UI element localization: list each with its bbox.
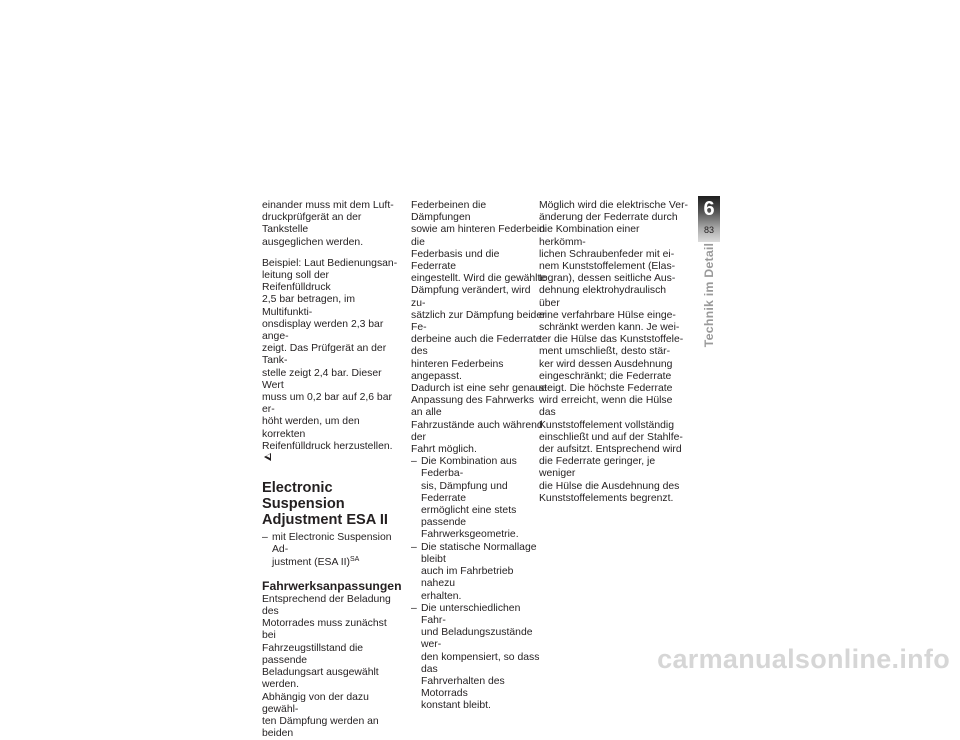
list-item: – Die Kombination aus Federba- sis, Dämpfung und Federrate ermöglicht eine stets passende Fahrwerksgeometrie. [411,456,547,541]
chapter-tab [698,196,720,242]
special-equipment-marker: SA [349,555,360,563]
page-number: 83 [703,225,714,235]
paragraph-example [262,258,398,465]
watermark: carmanualsonline.info [657,644,950,674]
esa-option-text: mit Electronic Suspension Ad- justment (ESA II) [272,532,392,568]
paragraph-example-text: Beispiel: Laut Bedienungsan- leitung soll der Reifenfülldruck 2,5 bar betragen, im Multifunkti- onsdisplay werden 2,3 bar ange- zeigt. Das Prüfgerät an der Tank- stelle zeigt 2,4 bar. Dieser Wert muss um 0,2 bar auf 2,6 bar er- höht werden, um den korrekten Reifenfülldruck herzustellen. [262,257,398,452]
list-item [262,532,398,569]
chapter-number: 6 [703,198,715,220]
text-column-1 [262,200,402,740]
benefits-list [411,456,547,712]
text-column-3 [539,200,689,505]
list-item: – Die statische Normallage bleibt auch im Fahrbetrieb nahezu erhalten. [411,542,547,603]
end-of-section-icon [264,453,271,461]
text-column-2 [411,200,547,713]
paragraph-tire-pressure-end: einander muss mit dem Luft- druckprüfgerät an der Tankstelle ausgeglichen werden. [262,200,394,248]
paragraph-loading: Entsprechend der Beladung des Motorrades muss zunächst bei Fahrzeugstillstand die passende Beladungsart ausgewählt werden. Abhängig von der dazu gewähl- ten Dämpfung werden an beiden [262,593,391,740]
paragraph-damping: Federbeinen die Dämpfungen sowie am hinteren Federbein die Federbasis und die Federrate eingestellt. Wird die gewählte Dämpfung verändert, wird zu- sätzlich zur Dämpfung beider Fe- derbeine auch die Federrate des hinteren Federbeins angepasst. Dadurch ist eine sehr genaue Anpassung des Fahrwerks an alle Fahrzustände auch während der Fahrt möglich. [411,200,547,456]
paragraph-spring-rate: Möglich wird die elektrische Ver- änderung der Federrate durch die Kombination einer herkömm- lichen Schraubenfeder mit ei- nem Kunststoffelement (Elas- togran), dessen seitliche Aus- dehnung elektrohydraulisch über eine verfahrbare Hülse einge- schränkt werden kann. Je wei- ter die Hülse das Kunststoffele- ment umschließt, desto stär- ker wird dessen Ausdehnung eingeschränkt; die Federrate steigt. Die höchste Federrate wird erreicht, wenn die Hülse das Kunststoffelement vollständig einschließt und auf der Stahlfe- der aufsitzt. Entsprechend wird die Federrate geringer, je weniger die Hülse die Ausdehnung des Kunststoffelements begrenzt. [539,200,688,504]
section-title-esa: Electronic Suspension Adjustment ESA II [262,480,388,529]
esa-option-list [262,532,398,569]
list-item: – Die unterschiedlichen Fahr- und Beladungszustände wer- den kompensiert, so dass das Fahrverhalten des Motorrads konstant bleibt. [411,603,547,713]
chapter-title-vertical: Technik im Detail [702,242,716,348]
subheading-suspension-adjustment: Fahrwerksanpassungen [262,578,402,593]
